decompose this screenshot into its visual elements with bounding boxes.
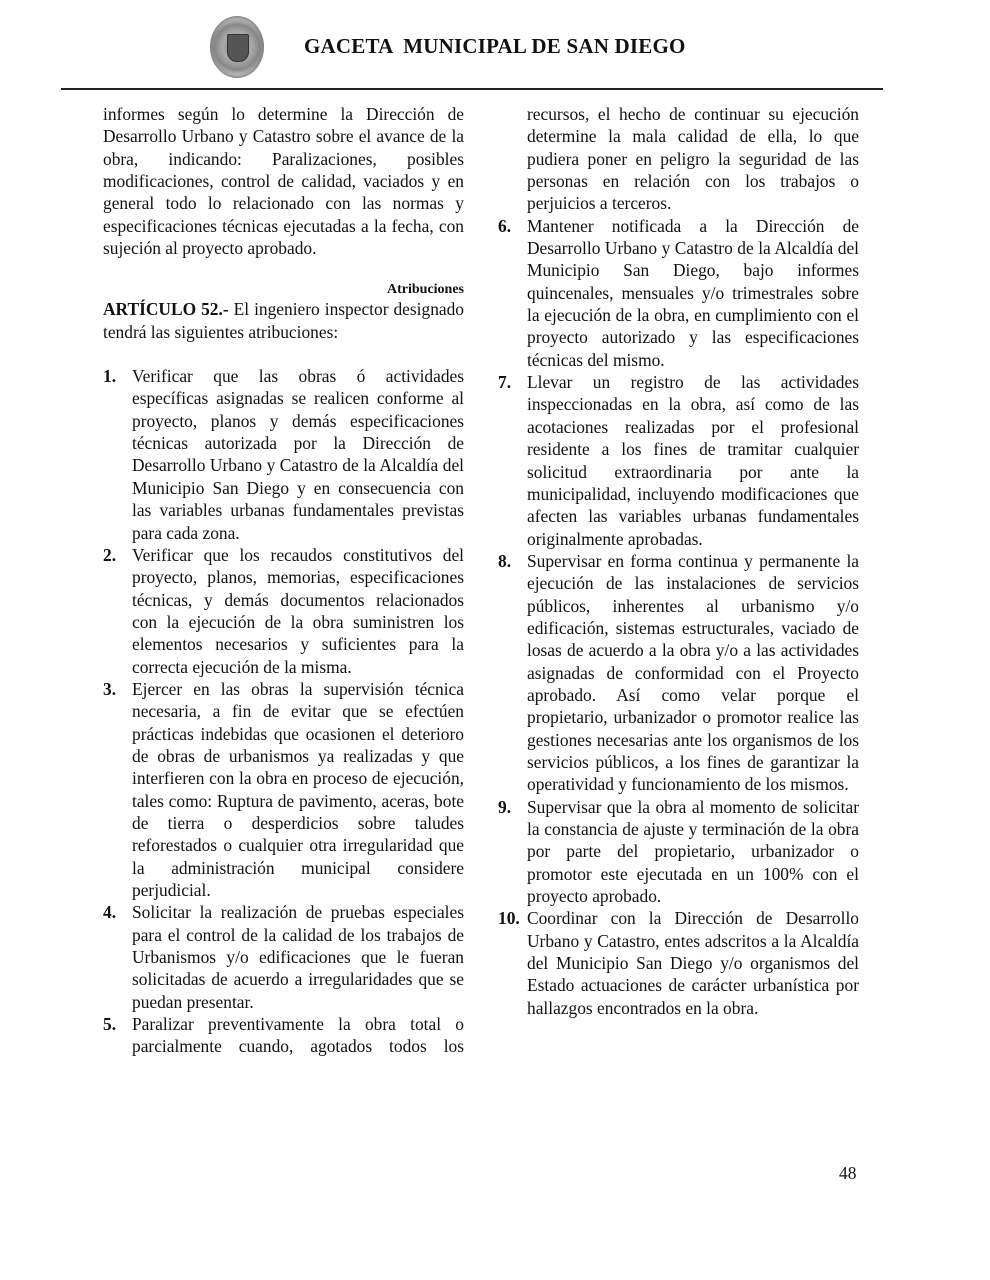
item-number: 8. bbox=[498, 550, 512, 571]
item-number: 7. bbox=[498, 372, 512, 393]
header-divider bbox=[61, 88, 883, 90]
item-number: 10. bbox=[498, 908, 520, 929]
page-number: 48 bbox=[839, 1163, 857, 1183]
attributions-list-left bbox=[103, 365, 464, 1058]
left-column bbox=[103, 103, 464, 1058]
list-item bbox=[498, 907, 859, 1019]
attributions-list-right bbox=[498, 215, 859, 1019]
item-number: 3. bbox=[103, 678, 117, 699]
list-item bbox=[498, 371, 859, 550]
item-number: 9. bbox=[498, 796, 512, 817]
article-label: ARTÍCULO 52.- bbox=[103, 299, 229, 320]
item-text: Mantener notificada a la Dirección de Desarrollo Urbano y Catastro de la Alcaldía del Municipio San Diego, bajo informes quincenales, mensuales y/o trimestrales sobre la ejecución de la obra, en cumplimiento con el proyecto autorizado y las especificaciones técnicas del mismo. bbox=[527, 215, 859, 370]
intro-paragraph: informes según lo determine la Dirección de Desarrollo Urbano y Catastro sobre el avance de la obra, indicando: Paralizaciones, posibles modificaciones, control de calidad, vaciados y en general todo lo relacionado con las normas y especificaciones técnicas ejecutadas a la fecha, con sujeción al proyecto aprobado. bbox=[103, 104, 464, 259]
shield-icon bbox=[227, 34, 249, 62]
item-text: Paralizar preventivamente la obra total o parcialmente cuando, agotados todos los bbox=[132, 1014, 464, 1057]
item-continuation: recursos, el hecho de continuar su ejecución determine la mala calidad de ella, lo que pudiera poner en peligro la seguridad de las personas en relación con los trabajos o perjuicios a terceros. bbox=[527, 104, 859, 214]
section-heading: Atribuciones bbox=[387, 282, 464, 298]
item-number: 1. bbox=[103, 366, 117, 387]
item-text: Verificar que los recaudos constitutivos del proyecto, planos, memorias, especificaciones técnicas, y demás documentos relacionados con la ejecución de la obra suministren los elementos necesarios y suficientes para la correcta ejecución de la misma. bbox=[132, 544, 464, 677]
list-item bbox=[498, 215, 859, 371]
municipal-seal-logo bbox=[210, 16, 264, 78]
list-item bbox=[498, 796, 859, 908]
list-item bbox=[103, 544, 464, 678]
item-text: Supervisar que la obra al momento de solicitar la constancia de ajuste y terminación de la obra por parte del propietario, urbanizador o promotor este ejecutada en un 100% con el proyecto aprobado. bbox=[527, 796, 859, 907]
item-text: Verificar que las obras ó actividades específicas asignadas se realicen conforme al proyecto, planos y demás especificaciones técnicas autorizada por la Dirección de Desarrollo Urbano y Catastro de la Alcaldía del Municipio San Diego y en consecuencia con las variables urbanas fundamentales previstas para cada zona. bbox=[132, 366, 464, 543]
item-text: Solicitar la realización de pruebas especiales para el control de la calidad de los trabajos de Urbanismos y/o edificaciones que le fueran solicitadas de acuerdo a irregularidades que se puedan presentar. bbox=[132, 902, 464, 1012]
item-number: 2. bbox=[103, 544, 117, 565]
right-column bbox=[498, 103, 859, 1019]
list-item bbox=[498, 550, 859, 796]
article-paragraph bbox=[103, 298, 464, 343]
item-number: 4. bbox=[103, 902, 117, 923]
item-number: 6. bbox=[498, 215, 512, 236]
item-text: Coordinar con la Dirección de Desarrollo Urbano y Catastro, entes adscritos a la Alcaldía del Municipio San Diego y/o organismos del Estado actuaciones de carácter urbanística por hallazgos encontrados en la obra. bbox=[527, 908, 859, 1018]
list-item bbox=[103, 1013, 464, 1058]
list-item bbox=[103, 365, 464, 544]
item-text: Supervisar en forma continua y permanente la ejecución de las instalaciones de servicios públicos, inherentes al urbanismo y/o edificación, sistemas estructurales, vaciado de losas de acuerdo a la obra y/o a las actividades asignadas de conformidad con el Proyecto aprobado. Así como velar porque el propietario, urbanizador o promotor realice las gestiones necesarias ante los organismos de los servicios públicos, a los fines de garantizar la operatividad y funcionamiento de los mismos. bbox=[527, 550, 859, 795]
list-item bbox=[103, 678, 464, 901]
item-text: Llevar un registro de las actividades inspeccionadas en la obra, así como de las acotaciones realizadas por el profesional residente a los fines de tramitar cualquier solicitud extraordinaria por ante la municipalidad, incluyendo modificaciones que afecten las variables urbanas fundamentales originalmente aprobadas. bbox=[527, 372, 859, 549]
item-text: Ejercer en las obras la supervisión técnica necesaria, a fin de evitar que se efectúen prácticas indebidas que ocasionen el deterioro de obras de urbanismos ya realizadas y que interfieren con la obra en proceso de ejecución, tales como: Ruptura de pavimento, aceras, bote de tierra o desperdicios sobre taludes reforestados o cualquier otra irregularidad que la administración municipal considere perjudicial. bbox=[132, 678, 464, 900]
article-text: El ingeniero inspector designado tendrá las siguientes atribuciones: bbox=[103, 299, 464, 342]
list-item bbox=[103, 901, 464, 1013]
item-number: 5. bbox=[103, 1014, 117, 1035]
page-header-title: GACETA MUNICIPAL DE SAN DIEGO bbox=[304, 34, 686, 58]
